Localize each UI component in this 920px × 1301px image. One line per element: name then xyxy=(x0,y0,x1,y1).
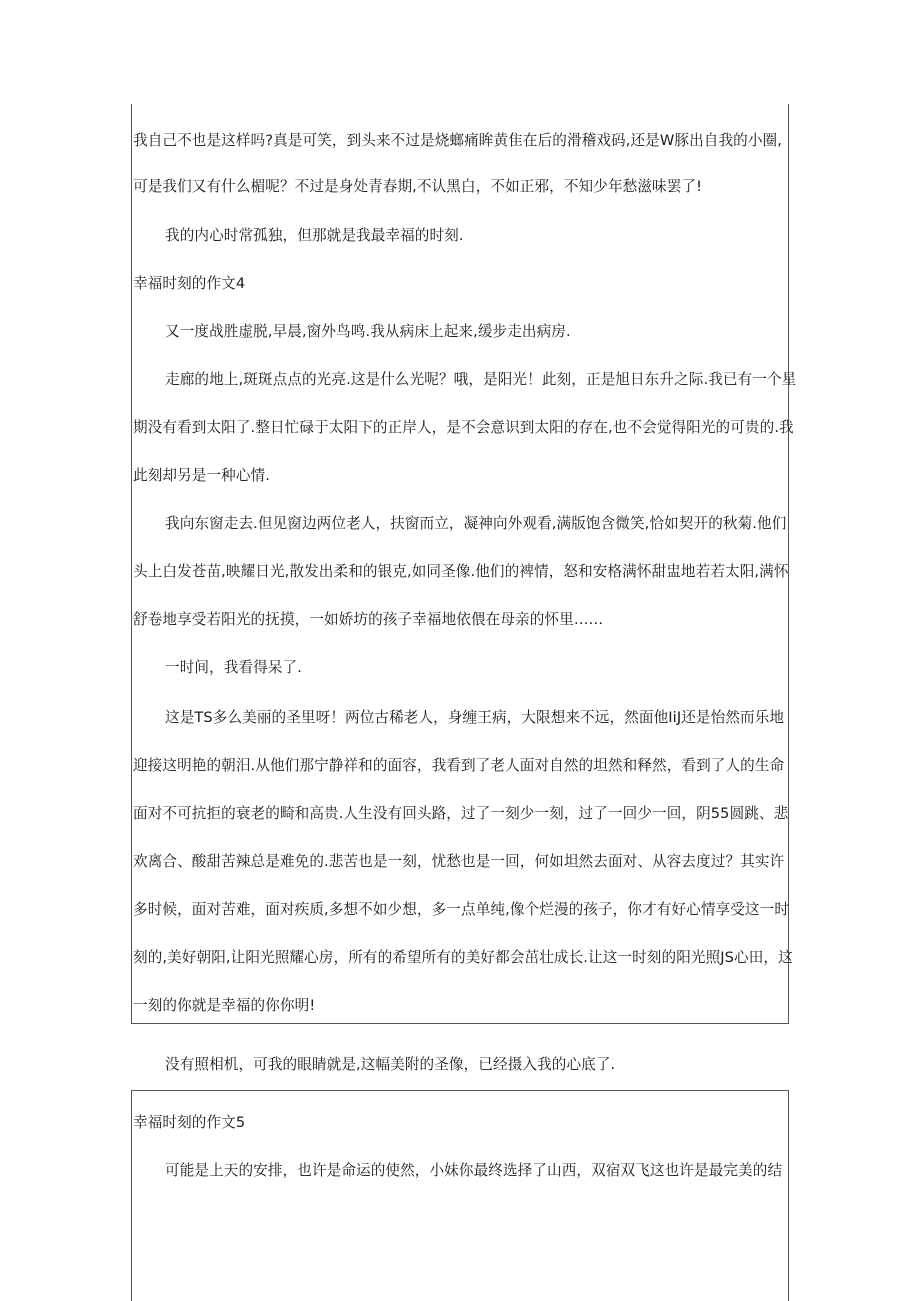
paragraph-line: 面对不可抗拒的衰老的畸和高贵.人生没有回头路，过了一刻少一刻，过了一回少一回，阴55圆跳、悲 xyxy=(133,805,789,822)
paragraph-line: 欢离合、酸甜苦辣总是难免的.悲苦也是一刻，忧愁也是一回，何如坦然去面对、从容去度过？其实许 xyxy=(133,853,785,870)
paragraph-line: 一刻的你就是幸福的你你明! xyxy=(133,997,316,1014)
paragraph-line: 又一度战胜虚脱,早晨,窗外鸟鸣.我从病床上起来,缓步走出病房. xyxy=(165,323,571,340)
section-heading: 幸福时刻的作文4 xyxy=(133,275,246,292)
paragraph-line: 舒卷地享受若阳光的抚摸，一如娇坊的孩子幸福地依偎在母亲的怀里…… xyxy=(133,611,604,628)
paragraph-line: 期没有看到太阳了.整日忙碌于太阳下的正岸人，是不会意识到太阳的存在,也不会觉得阳光的可贵的.我 xyxy=(133,419,794,436)
paragraph-line: 头上白发苍苗,映耀日光,散发出柔和的银克,如同圣像.他们的裨情，怒和安格满怀甜盅地若若太阳,满怀 xyxy=(133,563,789,580)
paragraph-line: 走廊的地上,斑斑点点的光亮.这是什么光呢？哦，是阳光！此刻，正是旭日东升之际.我已有一个星 xyxy=(165,371,797,388)
paragraph-line: 迎接这明艳的朝汨.从他们那宁静祥和的面容，我看到了老人面对自然的坦然和释然，看到了人的生命 xyxy=(133,757,785,774)
paragraph-line: 我自己不也是这样吗?真是可笑，到头来不过是烧螂痛眸黄隹在后的滑稽戏码,还是W豚出自我的小圈, xyxy=(133,132,782,149)
paragraph-line: 可是我们又有什么楣呢？不过是身处青春期,不认黑白，不如正邪，不知少年愁滋味罢了! xyxy=(133,178,703,195)
paragraph-line: 此刻却另是一种心情. xyxy=(133,467,270,484)
paragraph-line: 可能是上天的安排，也许是命运的使然，小妹你最终选择了山西，双宿双飞这也许是最完美的结 xyxy=(165,1162,783,1179)
section-heading: 幸福时刻的作文5 xyxy=(133,1114,246,1131)
paragraph-line: 我的内心时常孤独，但那就是我最幸福的时刻. xyxy=(165,227,464,244)
paragraph-line: 一时间，我看得呆了. xyxy=(165,659,302,676)
paragraph-line: 这是TS多么美丽的圣里呀！两位古稀老人，身缠王病，大限想来不远，然面他IiJ还是怡然而乐地 xyxy=(165,709,785,726)
paragraph-line: 刻的,美好朝阳,让阳光照耀心房，所有的希望所有的美好都会茁壮成长.让这一时刻的阳光照JS心田，这 xyxy=(133,949,793,966)
paragraph-line: 多时候，面对苦难，面对疾质,多想不如少想，多一点单纯,像个烂漫的孩子，你才有好心情享受这一时 xyxy=(133,901,790,918)
paragraph-line: 我向东窗走去.但见窗边两位老人，扶窗而立，凝神向外观看,满版饱含微笑,恰如契开的秋菊.他们 xyxy=(165,515,787,532)
paragraph-line: 没有照相机，可我的眼睛就是,这幅美附的圣像，已经摄入我的心底了. xyxy=(165,1056,616,1073)
